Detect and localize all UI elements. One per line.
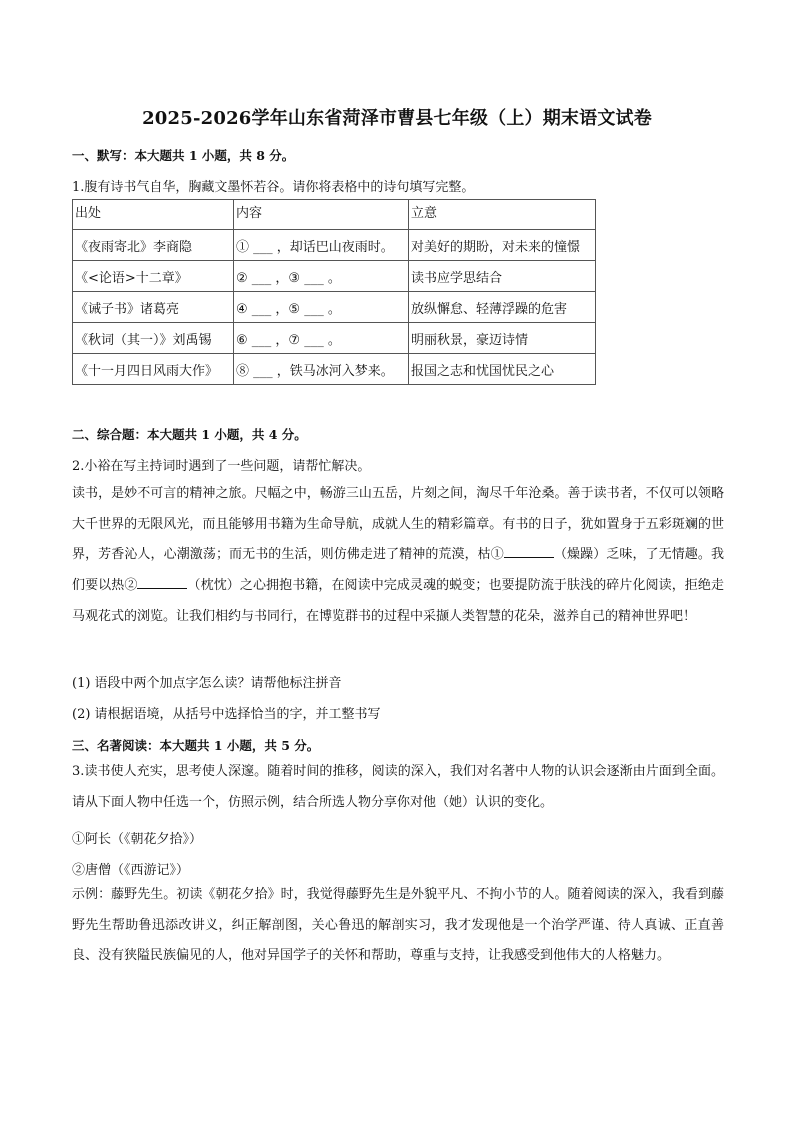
passage-part-3: （枕忱）之心拥抱书籍，在阅读中完成灵魂的蜕变；也要提防流于肤浅的碎片化阅读，拒绝走马观花式的浏览。让我们相约与书同行，在博览群书的过程中采撷人类智慧的花朵，滋养自己的精神世界吧！ [72, 578, 724, 624]
section-2-heading: 二、综合题：本大题共 1 小题，共 4 分。 [72, 427, 307, 442]
question-2-text: 2.小裕在写主持词时遇到了一些问题，请帮忙解决。 [72, 459, 371, 474]
table-cell: 对美好的期盼，对未来的憧憬 [409, 230, 596, 261]
table-cell: 《<论语>十二章》 [73, 261, 234, 292]
answer-blank-1[interactable] [504, 545, 554, 558]
table-cell: 报国之志和忧国忧民之心 [409, 354, 596, 385]
table-cell: 《十一月四日风雨大作》 [73, 354, 234, 385]
question-1-text: 1.腹有诗书气自华，胸藏文墨怀若谷。请你将表格中的诗句填写完整。 [72, 180, 475, 195]
table-cell: 《诫子书》诸葛亮 [73, 292, 234, 323]
table-cell: ② ___ ，③ ___ 。 [234, 261, 409, 292]
table-row [73, 230, 596, 261]
reading-passage [72, 479, 724, 633]
sub-question-2: (2) 请根据语境，从括号中选择恰当的字，并工整书写 [72, 707, 381, 722]
exam-title: 2025-2026学年山东省菏泽市曹县七年级（上）期末语文试卷 [142, 108, 652, 129]
table-header-cell: 内容 [234, 200, 409, 230]
table-row [73, 261, 596, 292]
passage-part-1: 读书，是妙不可言的精神之旅。尺幅之中，畅游三山五岳，片刻之间，淘尽千年沧桑。善于读书者，不仅可以领略大千世界的无限风光，而且能够用书籍为生命导航，成就人生的精彩篇章。有书的日子，犹如置身于五彩斑斓的世界，芳香沁人，心潮激荡；而无书的生活，则仿佛走进了精神的荒漠，枯① [72, 486, 724, 563]
table-header-row [73, 200, 596, 230]
table-cell: 读书应学思结合 [409, 261, 596, 292]
passage-part-2: （燥躁）乏味，了无情趣。我们要以热② [72, 547, 724, 594]
table-cell: 《秋词（其一）》刘禹锡 [73, 323, 234, 354]
poem-table [72, 199, 596, 385]
section-1-heading: 一、默写：本大题共 1 小题，共 8 分。 [72, 148, 295, 163]
table-cell: 《夜雨寄北》李商隐 [73, 230, 234, 261]
table-cell: 放纵懈怠、轻薄浮躁的危害 [409, 292, 596, 323]
table-cell: ① ___ ，却话巴山夜雨时。 [234, 230, 409, 261]
table-header-cell: 出处 [73, 200, 234, 230]
character-option-2: ②唐僧（《西游记》） [72, 863, 190, 878]
answer-blank-2[interactable] [137, 576, 187, 589]
table-cell: ④ ___ ，⑤ ___ 。 [234, 292, 409, 323]
sub-question-1: (1) 语段中两个加点字怎么读？请帮他标注拼音 [72, 676, 342, 691]
question-3-text: 3.读书使人充实，思考使人深邃。随着时间的推移，阅读的深入，我们对名著中人物的认识会逐渐由片面到全面。请从下面人物中任选一个，仿照示例，结合所选人物分享你对他（她）认识的变化。 [72, 764, 724, 810]
table-row [73, 292, 596, 323]
table-cell: 明丽秋景，豪迈诗情 [409, 323, 596, 354]
table-header-cell: 立意 [409, 200, 596, 230]
character-option-1: ①阿长（《朝花夕拾》） [72, 832, 203, 847]
table-row [73, 354, 596, 385]
section-3-heading: 三、名著阅读：本大题共 1 小题，共 5 分。 [72, 738, 320, 753]
example-answer: 示例：藤野先生。初读《朝花夕拾》时，我觉得藤野先生是外貌平凡、不拘小节的人。随着阅读的深入，我看到藤野先生帮助鲁迅添改讲义，纠正解剖图，关心鲁迅的解剖实习，我才发现他是一个治学严谨、待人真诚、正直善良、没有狭隘民族偏见的人，他对异国学子的关怀和帮助，尊重与支持，让我感受到他伟大的人格魅力。 [72, 887, 724, 964]
table-row [73, 323, 596, 354]
table-cell: ⑧ ___ ，铁马冰河入梦来。 [234, 354, 409, 385]
table-cell: ⑥ ___ ，⑦ ___ 。 [234, 323, 409, 354]
